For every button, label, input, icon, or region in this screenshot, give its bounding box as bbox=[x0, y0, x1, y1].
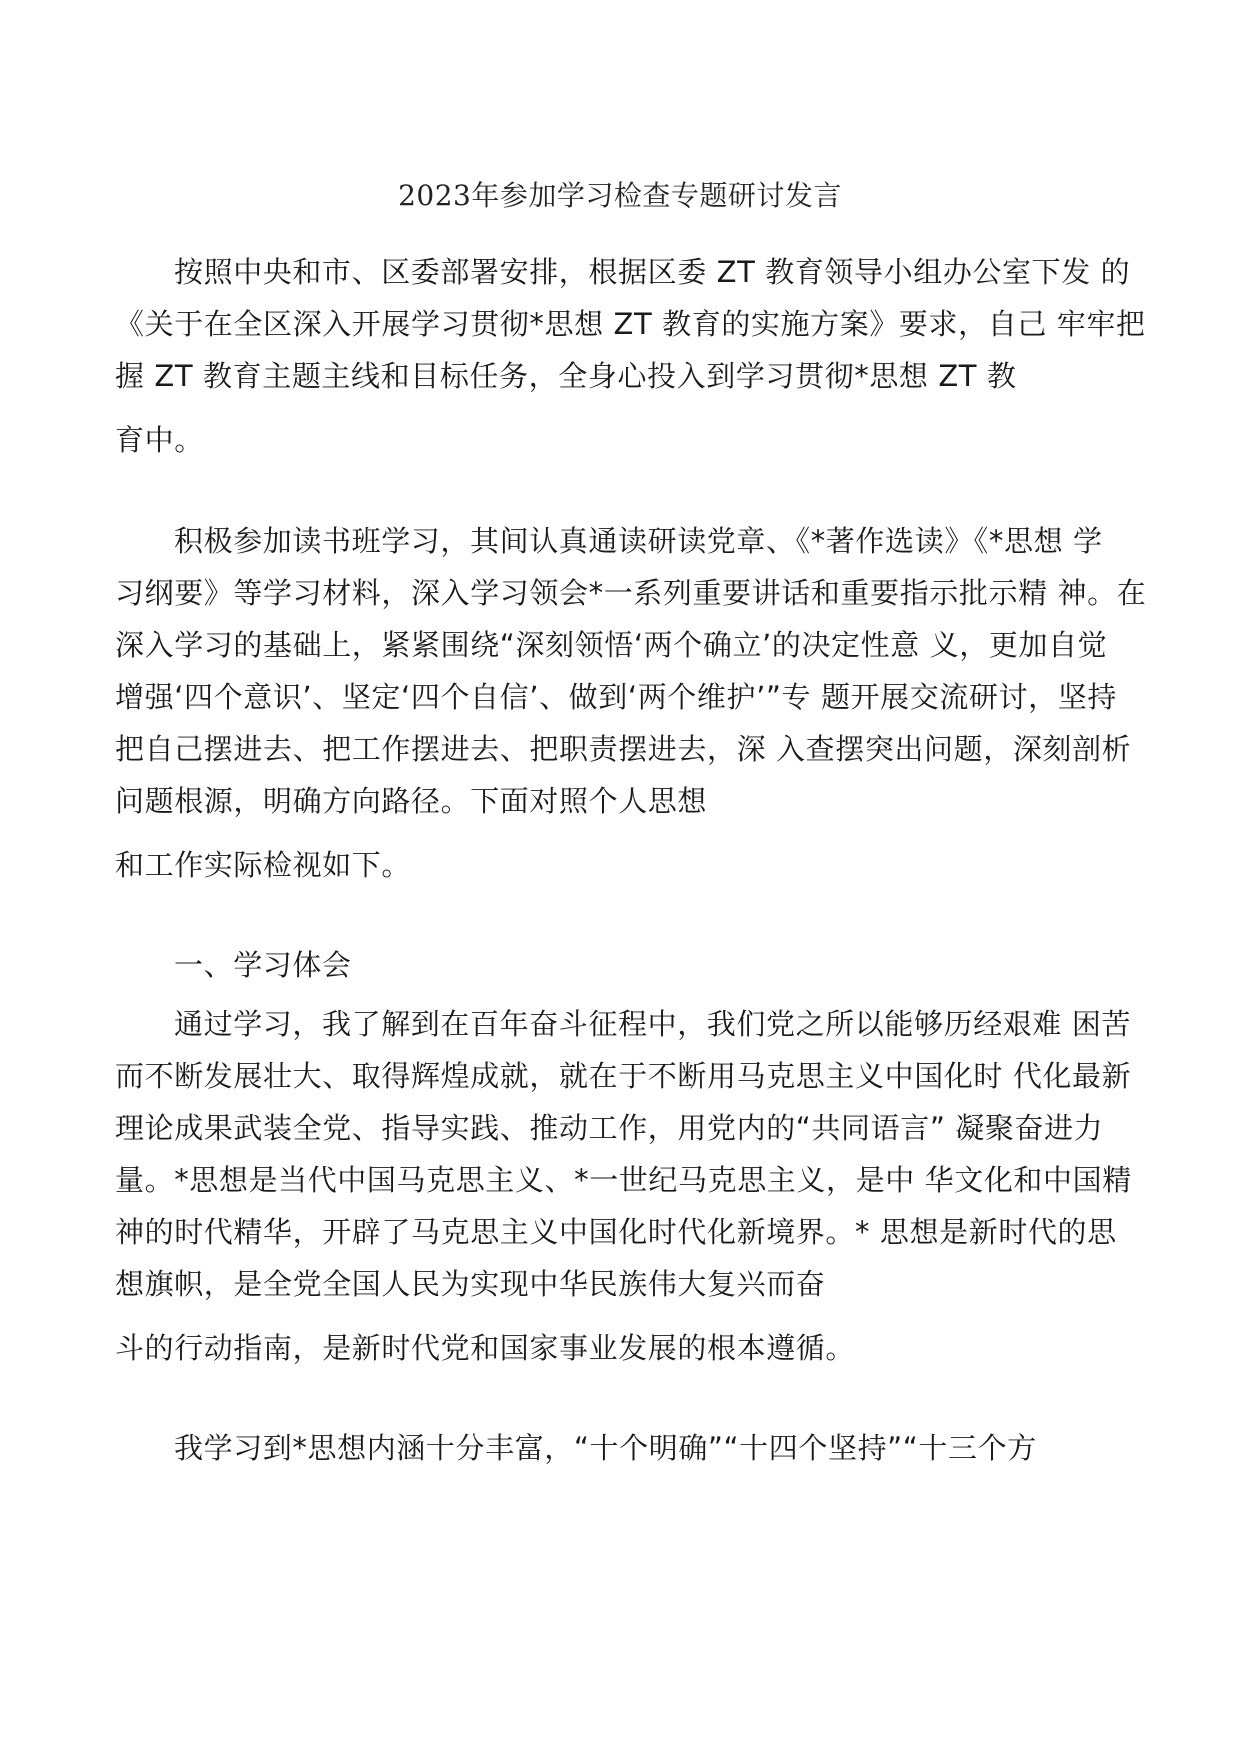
document-title: 2023年参加学习检查专题研讨发言 bbox=[398, 179, 842, 212]
paragraph-3-line-3: 理论成果武装全党、指导实践、推动工作，用党内的“共同语言” 凝聚奋进力 bbox=[115, 1111, 1104, 1145]
paragraph-1-line-1: 按照中央和市、区委部署安排，根据区委 ZT 教育领导小组办公室下发 的 bbox=[174, 255, 1131, 289]
paragraph-3-line-4: 量。*思想是当代中国马克思主义、*一世纪马克思主义，是中 华文化和中国精 bbox=[115, 1163, 1132, 1197]
paragraph-3-line-7: 斗的行动指南，是新时代党和国家事业发展的根本遵循。 bbox=[115, 1331, 856, 1365]
paragraph-1-line-3: 握 ZT 教育主题主线和目标任务，全身心投入到学习贯彻*思想 ZT 教 bbox=[115, 359, 1017, 393]
paragraph-1-line-4: 育中。 bbox=[115, 423, 204, 457]
paragraph-3-line-5: 神的时代精华，开辟了马克思主义中国化时代化新境界。* 思想是新时代的思 bbox=[115, 1215, 1117, 1249]
paragraph-4-line-1: 我学习到*思想内涵十分丰富，“十个明确”“十四个坚持”“十三个方 bbox=[174, 1431, 1037, 1465]
paragraph-3-line-2: 而不断发展壮大、取得辉煌成就，就在于不断用马克思主义中国化时 代化最新 bbox=[115, 1059, 1132, 1093]
paragraph-3-line-1: 通过学习，我了解到在百年奋斗征程中，我们党之所以能够历经艰难 困苦 bbox=[174, 1007, 1132, 1041]
paragraph-2-line-2: 习纲要》等学习材料，深入学习领会*一系列重要讲话和重要指示批示精 神。在 bbox=[115, 576, 1147, 610]
paragraph-2-line-6: 问题根源，明确方向路径。下面对照个人思想 bbox=[115, 784, 708, 818]
paragraph-1-line-2: 《关于在全区深入开展学习贯彻*思想 ZT 教育的实施方案》要求，自己 牢牢把 bbox=[115, 307, 1146, 341]
paragraph-3-line-6: 想旗帜，是全党全国人民为实现中华民族伟大复兴而奋 bbox=[115, 1267, 826, 1301]
paragraph-2-line-1: 积极参加读书班学习，其间认真通读研读党章、《*著作选读》《*思想 学 bbox=[174, 524, 1103, 558]
paragraph-2-line-4: 增强‘四个意识’、坚定‘四个自信’、做到‘两个维护’”专 题开展交流研讨，坚持 bbox=[115, 680, 1117, 714]
paragraph-2-line-7: 和工作实际检视如下。 bbox=[115, 848, 412, 882]
paragraph-2-line-5: 把自己摆进去、把工作摆进去、把职责摆进去，深 入查摆突出问题，深刻剖析 bbox=[115, 732, 1132, 766]
section-heading: 一、学习体会 bbox=[174, 948, 352, 982]
paragraph-2-line-3: 深入学习的基础上，紧紧围绕“深刻领悟‘两个确立’的决定性意 义，更加自觉 bbox=[115, 628, 1108, 662]
